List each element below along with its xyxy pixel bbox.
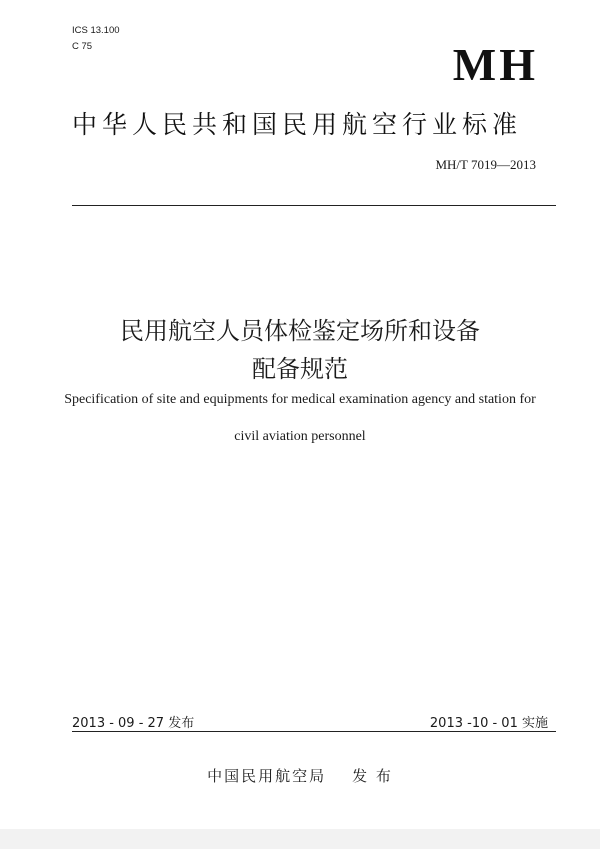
document-title-zh-line2: 配备规范: [252, 355, 348, 383]
scan-bottom-band: [0, 829, 600, 849]
ics-code: ICS 13.100: [72, 25, 120, 36]
document-title-en-line2: civil aviation personnel: [234, 429, 366, 444]
bottom-divider: [72, 731, 556, 732]
implementation-date: 2013 -10 - 01 实施: [429, 716, 548, 731]
publisher-line: [0, 765, 600, 786]
standard-type-title: 中华人民共和国民用航空行业标准: [72, 110, 523, 139]
ccs-code: C 75: [72, 41, 93, 52]
standard-number: MH/T 7019—2013: [435, 157, 536, 172]
top-divider: [72, 205, 556, 206]
mh-logo: MH: [452, 39, 538, 90]
issuer-action: 发 布: [352, 767, 393, 785]
document-title-zh-line1: 民用航空人员体检鉴定场所和设备: [120, 317, 480, 345]
issue-date: 2013 - 09 - 27 发布: [72, 716, 195, 731]
issuing-authority: 中国民用航空局: [207, 767, 327, 785]
document-title-en-line1: Specification of site and equipments for medical examination agency and station for: [64, 392, 536, 407]
